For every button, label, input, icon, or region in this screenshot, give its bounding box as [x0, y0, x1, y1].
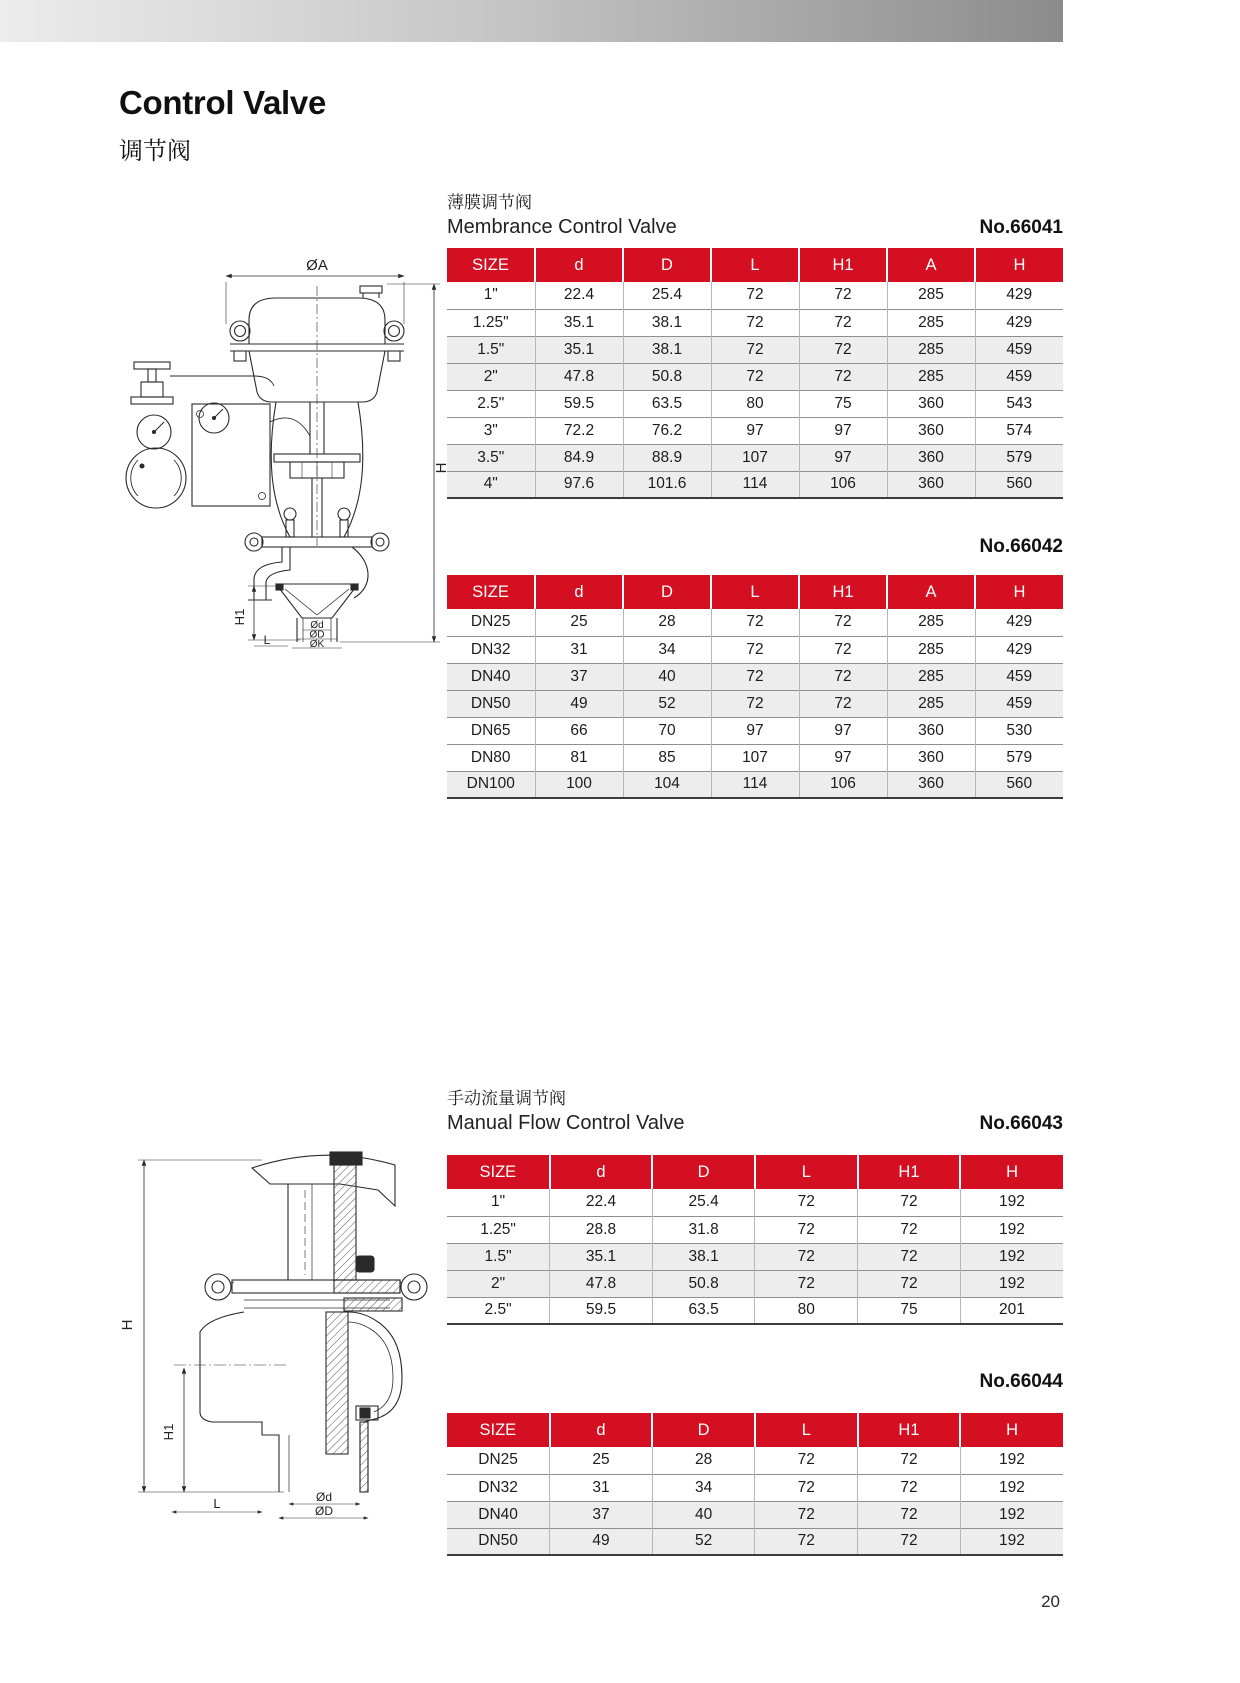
table-cell: DN50	[447, 1528, 550, 1555]
table-cell: 1"	[483, 286, 498, 304]
table-cell: 84.9	[535, 444, 623, 471]
dim-label-h: H	[119, 1319, 136, 1331]
column-header: SIZE	[447, 248, 535, 282]
dim-label-h1: H1	[161, 1423, 176, 1441]
table-cell: 360	[887, 471, 975, 498]
column-header: H1	[858, 1155, 961, 1189]
table-cell: 72	[858, 1243, 961, 1270]
table-cell: 72	[799, 363, 887, 390]
table-cell: 72	[858, 1528, 961, 1555]
table-cell: 4"	[447, 471, 535, 498]
membrane-valve-drawing	[104, 246, 449, 651]
table-row	[447, 1216, 1063, 1243]
table-cell: 25	[535, 609, 623, 636]
column-header: H1	[858, 1413, 961, 1447]
table-cell: 192	[960, 1447, 1063, 1474]
column-header: SIZE	[447, 575, 535, 609]
table-header-row	[447, 575, 1063, 609]
table-cell: 107	[711, 444, 799, 471]
page-subtitle-zh: 调节阀	[119, 138, 191, 165]
section-title-en: Manual Flow Control Valve	[447, 1112, 685, 1134]
table-cell: DN65	[447, 717, 535, 744]
column-header: L	[755, 1155, 858, 1189]
table-cell: 25.4	[623, 282, 711, 309]
table-cell: 2"	[447, 363, 535, 390]
table-cell: 72	[799, 282, 887, 309]
table-cell: 72	[858, 1474, 961, 1501]
table-cell: 560	[975, 471, 1063, 498]
table-cell: 192	[960, 1501, 1063, 1528]
table-cell: 360	[887, 717, 975, 744]
table-cell: 285	[887, 282, 975, 309]
table-cell: 360	[887, 444, 975, 471]
column-header: H1	[799, 248, 887, 282]
column-header: H	[975, 575, 1063, 609]
table-cell: 107	[711, 744, 799, 771]
table-cell: 72	[711, 690, 799, 717]
table-cell: 52	[652, 1528, 755, 1555]
table-cell: 28	[652, 1447, 755, 1474]
spec-table-66042	[447, 575, 1063, 799]
column-header: H	[960, 1413, 1063, 1447]
column-header: H1	[799, 575, 887, 609]
table-cell: 72	[799, 336, 887, 363]
column-header: H	[975, 248, 1063, 282]
table-cell: 81	[535, 744, 623, 771]
table-cell: 40	[652, 1501, 755, 1528]
table-cell: 101.6	[623, 471, 711, 498]
table-cell: 285	[887, 636, 975, 663]
table-cell: 192	[960, 1216, 1063, 1243]
table-cell: 72	[755, 1216, 858, 1243]
table-header-row	[447, 1155, 1063, 1189]
table-row	[447, 1528, 1063, 1555]
table-row	[447, 417, 1063, 444]
table-cell: 72	[711, 609, 799, 636]
table-cell: 579	[975, 444, 1063, 471]
model-number-66041: No.66041	[979, 217, 1063, 238]
table-row	[447, 471, 1063, 498]
table-cell: 72	[755, 1447, 858, 1474]
table-row	[447, 690, 1063, 717]
table-cell: 50.8	[623, 363, 711, 390]
table-cell: 70	[623, 717, 711, 744]
column-header: L	[755, 1413, 858, 1447]
table-row	[447, 1189, 1063, 1216]
table-cell: 1.5"	[447, 336, 535, 363]
column-header: D	[623, 248, 711, 282]
table-cell: 59.5	[535, 390, 623, 417]
table-cell: DN25	[470, 613, 511, 631]
dim-label-oa: ØA	[306, 257, 328, 274]
table-header-row	[447, 1413, 1063, 1447]
table-row	[447, 717, 1063, 744]
table-cell: DN40	[447, 1501, 550, 1528]
table-cell: 50.8	[652, 1270, 755, 1297]
table-row	[447, 1297, 1063, 1324]
table-cell: 530	[975, 717, 1063, 744]
dim-label-h: H	[433, 462, 449, 474]
table-cell: 3"	[447, 417, 535, 444]
table-row	[447, 363, 1063, 390]
table-cell: 31.8	[652, 1216, 755, 1243]
table-cell: 285	[887, 309, 975, 336]
dim-label-od-big: ØD	[315, 1504, 333, 1518]
table-cell: 201	[960, 1297, 1063, 1324]
table-cell: 459	[975, 336, 1063, 363]
table-cell: 72	[711, 636, 799, 663]
table-cell: 72	[858, 1270, 961, 1297]
table-cell: 72	[799, 609, 887, 636]
table-cell: 97	[799, 444, 887, 471]
table-cell: 2.5"	[447, 390, 535, 417]
table-cell: 80	[755, 1297, 858, 1324]
table-cell: 285	[887, 690, 975, 717]
table-cell: 192	[960, 1243, 1063, 1270]
table-cell: 1"	[491, 1193, 506, 1211]
table-cell: 72	[711, 336, 799, 363]
table-cell: 38.1	[623, 309, 711, 336]
table-row	[447, 663, 1063, 690]
manual-valve-drawing	[112, 1060, 457, 1530]
column-header: A	[887, 575, 975, 609]
column-header: d	[535, 248, 623, 282]
table-cell: 63.5	[623, 390, 711, 417]
table-cell: 72	[755, 1189, 858, 1216]
table-cell: 429	[975, 282, 1063, 309]
table-cell: 85	[623, 744, 711, 771]
column-header: A	[887, 248, 975, 282]
table-cell: 72	[799, 690, 887, 717]
table-cell: 63.5	[652, 1297, 755, 1324]
column-header: H	[960, 1155, 1063, 1189]
table-cell: 31	[535, 636, 623, 663]
table-cell: 72	[858, 1447, 961, 1474]
table-cell: 429	[975, 609, 1063, 636]
table-cell: 72	[799, 663, 887, 690]
table-cell: 72	[799, 309, 887, 336]
table-row	[447, 1474, 1063, 1501]
dim-label-od-small: Ød	[315, 1490, 333, 1504]
table-cell: 360	[887, 744, 975, 771]
table-row	[447, 390, 1063, 417]
table-cell: 49	[535, 690, 623, 717]
section-manual-header	[447, 1084, 1063, 1135]
table-cell: 192	[960, 1474, 1063, 1501]
table-cell: 459	[975, 663, 1063, 690]
table-row	[447, 1243, 1063, 1270]
table-cell: 40	[623, 663, 711, 690]
table-cell: 49	[550, 1528, 653, 1555]
table-cell: 285	[887, 363, 975, 390]
table-cell: 459	[975, 363, 1063, 390]
column-header: D	[652, 1155, 755, 1189]
table-header-row	[447, 248, 1063, 282]
table-cell: 37	[550, 1501, 653, 1528]
column-header: d	[535, 575, 623, 609]
table-cell: 72	[755, 1501, 858, 1528]
table-cell: 47.8	[550, 1270, 653, 1297]
model-number-66044: No.66044	[979, 1371, 1063, 1392]
table-cell: 360	[887, 390, 975, 417]
table-cell: DN40	[447, 663, 535, 690]
model-number-66043: No.66043	[979, 1113, 1063, 1134]
table-cell: 97.6	[535, 471, 623, 498]
spec-table-66043	[447, 1155, 1063, 1325]
table-cell: 192	[960, 1270, 1063, 1297]
table-cell: 25	[550, 1447, 653, 1474]
table-cell: 543	[975, 390, 1063, 417]
spec-table-66041	[447, 248, 1063, 499]
table-cell: 192	[960, 1189, 1063, 1216]
table-cell: 72	[858, 1216, 961, 1243]
table-cell: 560	[975, 771, 1063, 798]
table-row	[447, 336, 1063, 363]
table-row	[447, 771, 1063, 798]
table-cell: 97	[799, 744, 887, 771]
table-cell: 47.8	[535, 363, 623, 390]
table-cell: 285	[887, 609, 975, 636]
dim-label-od-small: Ød	[310, 620, 324, 631]
table-row	[447, 444, 1063, 471]
table-cell: 72	[711, 282, 799, 309]
page-title: Control Valve	[119, 84, 326, 121]
table-cell: 59.5	[550, 1297, 653, 1324]
page-number: 20	[1041, 1592, 1060, 1611]
table-cell: 72	[711, 309, 799, 336]
table-cell: 106	[799, 771, 887, 798]
dim-label-l: L	[263, 633, 271, 647]
table-cell: 37	[535, 663, 623, 690]
table-cell: DN32	[447, 1474, 550, 1501]
table-cell: DN25	[478, 1451, 518, 1469]
table-cell: DN32	[447, 636, 535, 663]
table-cell: 360	[887, 771, 975, 798]
table-cell: 97	[711, 717, 799, 744]
column-header: L	[711, 248, 799, 282]
table-cell: 66	[535, 717, 623, 744]
table-cell: 360	[887, 417, 975, 444]
title-block	[119, 84, 326, 166]
table-cell: 72	[755, 1243, 858, 1270]
table-cell: 3.5"	[447, 444, 535, 471]
table-cell: 28	[623, 609, 711, 636]
table-cell: 72	[858, 1501, 961, 1528]
table-cell: 2.5"	[447, 1297, 550, 1324]
table-cell: 88.9	[623, 444, 711, 471]
table-cell: 579	[975, 744, 1063, 771]
table-cell: DN100	[447, 771, 535, 798]
table-cell: 459	[975, 690, 1063, 717]
spec-table-66044	[447, 1413, 1063, 1556]
table-cell: 100	[535, 771, 623, 798]
table-cell: 35.1	[535, 309, 623, 336]
table-cell: 192	[960, 1528, 1063, 1555]
table-cell: 97	[711, 417, 799, 444]
column-header: SIZE	[447, 1155, 550, 1189]
table-row	[447, 1270, 1063, 1297]
section-title-zh: 薄膜调节阀	[447, 193, 532, 212]
dim-label-l: L	[213, 1496, 221, 1511]
dim-label-h1: H1	[232, 608, 247, 626]
table-cell: 72	[711, 363, 799, 390]
section-title-zh: 手动流量调节阀	[447, 1089, 566, 1108]
table-cell: 106	[799, 471, 887, 498]
table-cell: 285	[887, 336, 975, 363]
table-cell: 75	[858, 1297, 961, 1324]
table-row	[447, 309, 1063, 336]
column-header: D	[623, 575, 711, 609]
table-cell: 76.2	[623, 417, 711, 444]
table-row	[447, 282, 1063, 309]
table-cell: 80	[711, 390, 799, 417]
table-cell: 285	[887, 663, 975, 690]
table-cell: 97	[799, 417, 887, 444]
section-membrane-header	[447, 188, 1063, 239]
table-cell: 22.4	[535, 282, 623, 309]
table-cell: 72	[755, 1270, 858, 1297]
table-cell: 52	[623, 690, 711, 717]
table-cell: 28.8	[550, 1216, 653, 1243]
table-cell: 1.5"	[447, 1243, 550, 1270]
column-header: D	[652, 1413, 755, 1447]
table-cell: 75	[799, 390, 887, 417]
table-cell: DN50	[447, 690, 535, 717]
top-gradient-bar	[0, 0, 1063, 42]
table-row	[447, 636, 1063, 663]
column-header: L	[711, 575, 799, 609]
table-cell: 114	[711, 771, 799, 798]
table-cell: 72	[799, 636, 887, 663]
table-cell: 429	[975, 636, 1063, 663]
column-header: d	[550, 1413, 653, 1447]
table-cell: 1.25"	[447, 1216, 550, 1243]
table-cell: 1.25"	[447, 309, 535, 336]
table-cell: 72	[711, 663, 799, 690]
table-cell: 72	[755, 1528, 858, 1555]
table-cell: 22.4	[550, 1189, 653, 1216]
table-cell: 25.4	[652, 1189, 755, 1216]
table-cell: 35.1	[550, 1243, 653, 1270]
table-cell: 2"	[447, 1270, 550, 1297]
table-row	[447, 744, 1063, 771]
column-header: SIZE	[447, 1413, 550, 1447]
table-cell: 31	[550, 1474, 653, 1501]
table-cell: 72	[858, 1189, 961, 1216]
table-cell: 35.1	[535, 336, 623, 363]
table-row	[447, 1501, 1063, 1528]
table-cell: 72.2	[535, 417, 623, 444]
table-cell: 38.1	[623, 336, 711, 363]
table-cell: DN80	[447, 744, 535, 771]
table-cell: 34	[652, 1474, 755, 1501]
table-cell: 34	[623, 636, 711, 663]
table-cell: 104	[623, 771, 711, 798]
table-cell: 72	[755, 1474, 858, 1501]
table-row	[447, 1447, 1063, 1474]
section-title-en: Membrance Control Valve	[447, 216, 677, 238]
dim-label-ok: ØK	[309, 639, 325, 650]
column-header: d	[550, 1155, 653, 1189]
table-cell: 574	[975, 417, 1063, 444]
table-cell: 429	[975, 309, 1063, 336]
table-cell: 38.1	[652, 1243, 755, 1270]
dim-label-od-big: ØD	[309, 629, 325, 641]
table-cell: 114	[711, 471, 799, 498]
table-row	[447, 609, 1063, 636]
model-number-66042: No.66042	[979, 536, 1063, 557]
table-cell: 97	[799, 717, 887, 744]
